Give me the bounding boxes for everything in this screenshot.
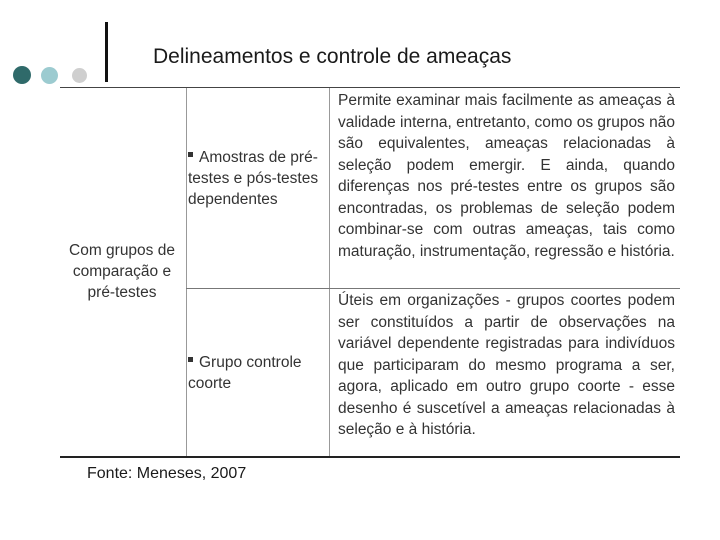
- bullet-square-icon: [188, 357, 193, 362]
- decorative-dot-gray: [72, 68, 87, 83]
- table-description-2: Úteis em organizações - grupos coortes podem ser constituídos a partir de observações na variável dependente registradas para indivíduos que participaram do mesmo programa a ser, agora, aplicado em outro grupo coorte - esse desenho é suscetível a ameaças relacionadas à seleção e à história.: [338, 292, 675, 438]
- table-bottom-rule: [60, 456, 680, 458]
- table-design-item-2: [188, 352, 326, 394]
- table-description-1: Permite examinar mais facilmente as ameaças à validade interna, entretanto, como os grupos não são equivalentes, ameaças relacionadas à seleção podem emergir. E ainda, quando diferenças nos pré-testes entre os grupos são encontradas, os problemas de seleção podem combinar-se com outras ameaças, tais como maturação, instrumentação, regressão e história.: [338, 92, 675, 260]
- design-label-2: Grupo controle coorte: [188, 354, 302, 392]
- table-divider-left: [186, 88, 187, 456]
- title-divider: [105, 22, 108, 82]
- table-design-item-1: [188, 147, 326, 210]
- design-label-1: Amostras de pré-testes e pós-testes dependentes: [188, 149, 319, 208]
- table-row-divider: [186, 288, 680, 289]
- decorative-dot-dark: [13, 66, 31, 84]
- table-row-label: Com grupos de comparação e pré-testes: [69, 242, 175, 301]
- header-rule: [60, 87, 680, 88]
- decorative-dot-light: [41, 67, 58, 84]
- bullet-square-icon: [188, 152, 193, 157]
- source-citation: Fonte: Meneses, 2007: [87, 465, 247, 482]
- slide-title: Delineamentos e controle de ameaças: [153, 45, 512, 68]
- table-divider-right: [329, 88, 330, 456]
